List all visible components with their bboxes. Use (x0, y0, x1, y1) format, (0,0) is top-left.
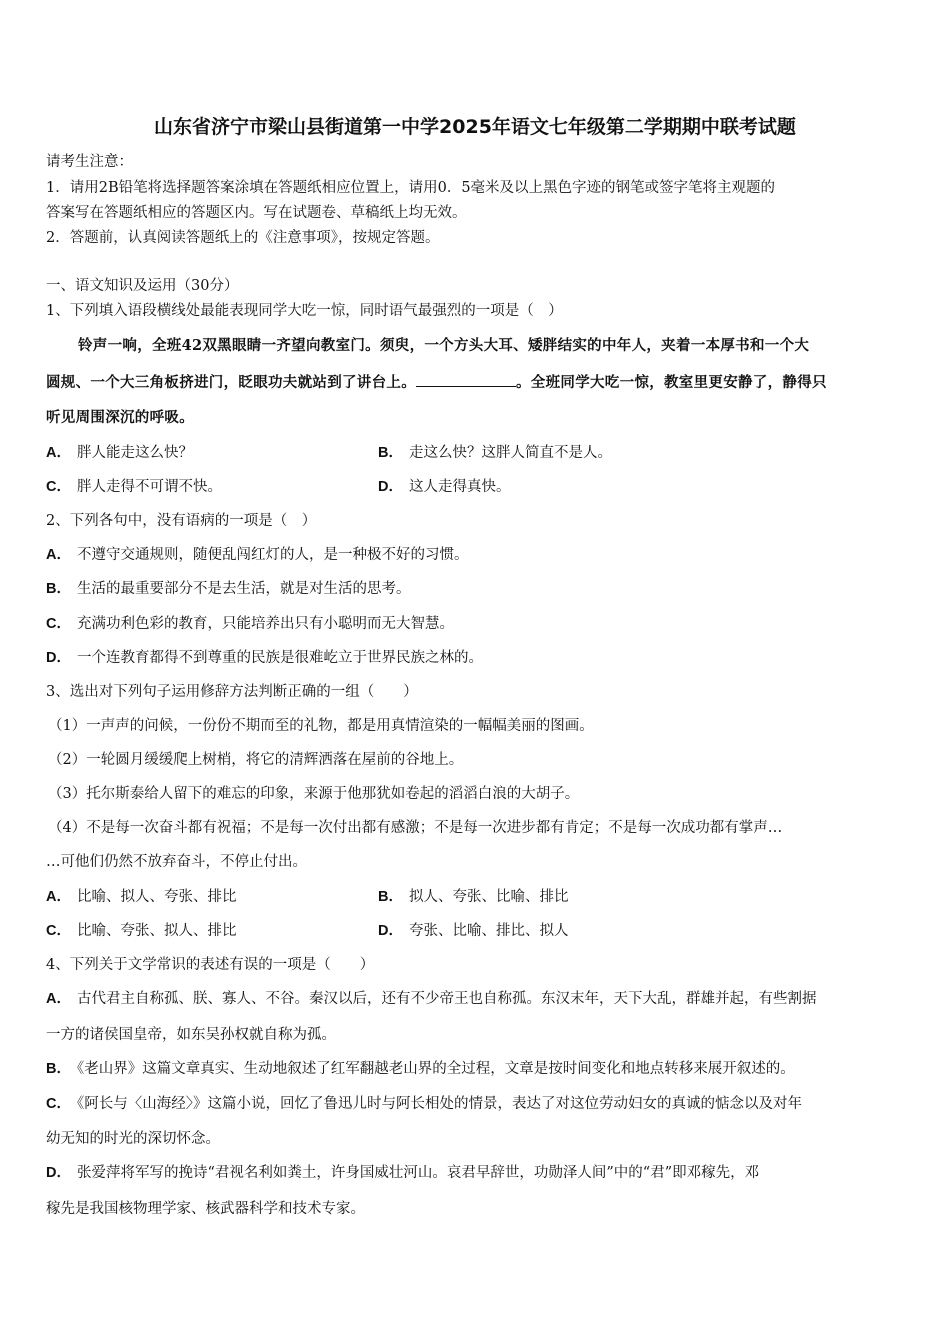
option-d (46, 1163, 759, 1183)
notice-line: 2．答题前，认真阅读答题纸上的《注意事项》，按规定答题。 (46, 230, 440, 246)
notice-line: 1．请用2B铅笔将选择题答案涂填在答题纸相应位置上，请用0．5毫米及以上黑色字迹的钢笔或签字笔将主观题的 (46, 180, 776, 196)
passage-line: 铃声一响，全班42双黑眼睛一齐望向教室门。须臾，一个方头大耳、矮胖结实的中年人，夹着一本厚书和一个大 (78, 337, 810, 354)
exam-title: 山东省济宁市梁山县街道第一中学2025年语文七年级第二学期期中联考试题 (154, 116, 796, 138)
notice-line: 答案写在答题纸相应的答题区内。写在试题卷、草稿纸上均无效。 (46, 205, 467, 221)
option-key: A． (46, 991, 71, 1007)
option-key: D． (46, 1165, 71, 1181)
sentence-item: （2）一轮圆月缓缓爬上树梢，将它的清辉洒落在屋前的谷地上。 (48, 752, 464, 768)
option-continuation: 稼先是我国核物理学家、核武器科学和技术专家。 (46, 1201, 365, 1217)
option-text: 胖人能走这么快？ (76, 445, 193, 461)
sentence-item: …可他们仍然不放弃奋斗，不停止付出。 (46, 854, 307, 870)
option-text: 走这么快？这胖人简直不是人。 (408, 445, 612, 461)
option-text: 生活的最重要部分不是去生活，就是对生活的思考。 (76, 581, 411, 597)
option-text: 古代君主自称孤、朕、寡人、不谷。秦汉以后，还有不少帝王也自称孤。东汉末年，天下大乱，群雄并起，有些割据 (76, 991, 817, 1007)
option-text: 充满功利色彩的教育，只能培养出只有小聪明而无大智慧。 (76, 616, 454, 632)
option-c (46, 1094, 802, 1114)
option-b (46, 1059, 795, 1079)
option-key: B． (46, 1061, 71, 1077)
option-a (46, 443, 193, 463)
option-a (46, 887, 236, 907)
option-key: B． (378, 445, 403, 461)
fill-blank (416, 372, 516, 387)
option-text: 这人走得真快。 (408, 479, 511, 495)
passage-text: 。全班同学大吃一惊，教室里更安静了，静得只 (516, 374, 827, 391)
option-b (46, 579, 410, 599)
option-key: C． (46, 1096, 71, 1112)
sentence-item: （4）不是每一次奋斗都有祝福；不是每一次付出都有感激；不是每一次进步都有肯定；不是每一次成功都有掌声… (48, 820, 783, 836)
option-key: A． (46, 547, 71, 563)
option-text: 拟人、夸张、比喻、排比 (408, 889, 569, 905)
option-d (46, 648, 483, 668)
option-text: 不遵守交通规则，随便乱闯红灯的人，是一种极不好的习惯。 (76, 547, 469, 563)
option-text: 夸张、比喻、排比、拟人 (408, 923, 569, 939)
option-key: B． (378, 889, 403, 905)
option-key: D． (378, 479, 403, 495)
passage-line: 听见周围深沉的呼吸。 (46, 409, 194, 426)
option-key: A． (46, 445, 71, 461)
option-key: B． (46, 581, 71, 597)
option-key: C． (46, 479, 71, 495)
option-a (46, 989, 816, 1009)
option-b (378, 887, 568, 907)
question-2-stem: 2、下列各句中，没有语病的一项是（ ） (46, 513, 317, 529)
option-d (378, 921, 568, 941)
option-key: D． (378, 923, 403, 939)
option-text: 一个连教育都得不到尊重的民族是很难屹立于世界民族之林的。 (76, 650, 483, 666)
passage-text: 圆规、一个大三角板挤进门，眨眼功夫就站到了讲台上。 (46, 374, 416, 391)
sentence-item: （1）一声声的问候，一份份不期而至的礼物，都是用真情渲染的一幅幅美丽的图画。 (48, 718, 594, 734)
option-continuation: 幼无知的时光的深切怀念。 (46, 1131, 220, 1147)
question-4-stem: 4、下列关于文学常识的表述有误的一项是（ ） (46, 957, 375, 973)
question-3-stem: 3、选出对下列句子运用修辞方法判断正确的一组（ ） (46, 684, 418, 700)
option-c (46, 921, 236, 941)
option-text: 《阿长与〈山海经〉》这篇小说，回忆了鲁迅儿时与阿长相处的情景，表达了对这位劳动妇女的真诚的惦念以及对年 (76, 1096, 802, 1112)
option-c (46, 477, 222, 497)
option-key: C． (46, 923, 71, 939)
option-key: C． (46, 616, 71, 632)
sentence-item: （3）托尔斯泰给人留下的难忘的印象，来源于他那犹如卷起的滔滔白浪的大胡子。 (48, 786, 580, 802)
passage-line (46, 372, 827, 393)
option-text: 比喻、夸张、拟人、排比 (76, 923, 237, 939)
option-key: D． (46, 650, 71, 666)
question-1-stem: 1、下列填入语段横线处最能表现同学大吃一惊，同时语气最强烈的一项是（ ） (46, 303, 563, 319)
section-heading: 一、语文知识及运用（30分） (46, 278, 239, 294)
option-key: A． (46, 889, 71, 905)
notice-heading: 请考生注意： (46, 154, 133, 170)
option-text: 比喻、拟人、夸张、排比 (76, 889, 237, 905)
option-c (46, 614, 454, 634)
option-d (378, 477, 510, 497)
option-b (378, 443, 612, 463)
option-continuation: 一方的诸侯国皇帝，如东吴孙权就自称为孤。 (46, 1027, 336, 1043)
option-a (46, 545, 468, 565)
option-text: 张爱萍将军写的挽诗“君视名利如粪土，许身国威壮河山。哀君早辞世，功勋泽人间”中的“君”即邓稼先，邓 (76, 1165, 760, 1181)
option-text: 胖人走得不可谓不快。 (76, 479, 222, 495)
option-text: 《老山界》这篇文章真实、生动地叙述了红军翻越老山界的全过程，文章是按时间变化和地点转移来展开叙述的。 (76, 1061, 795, 1077)
